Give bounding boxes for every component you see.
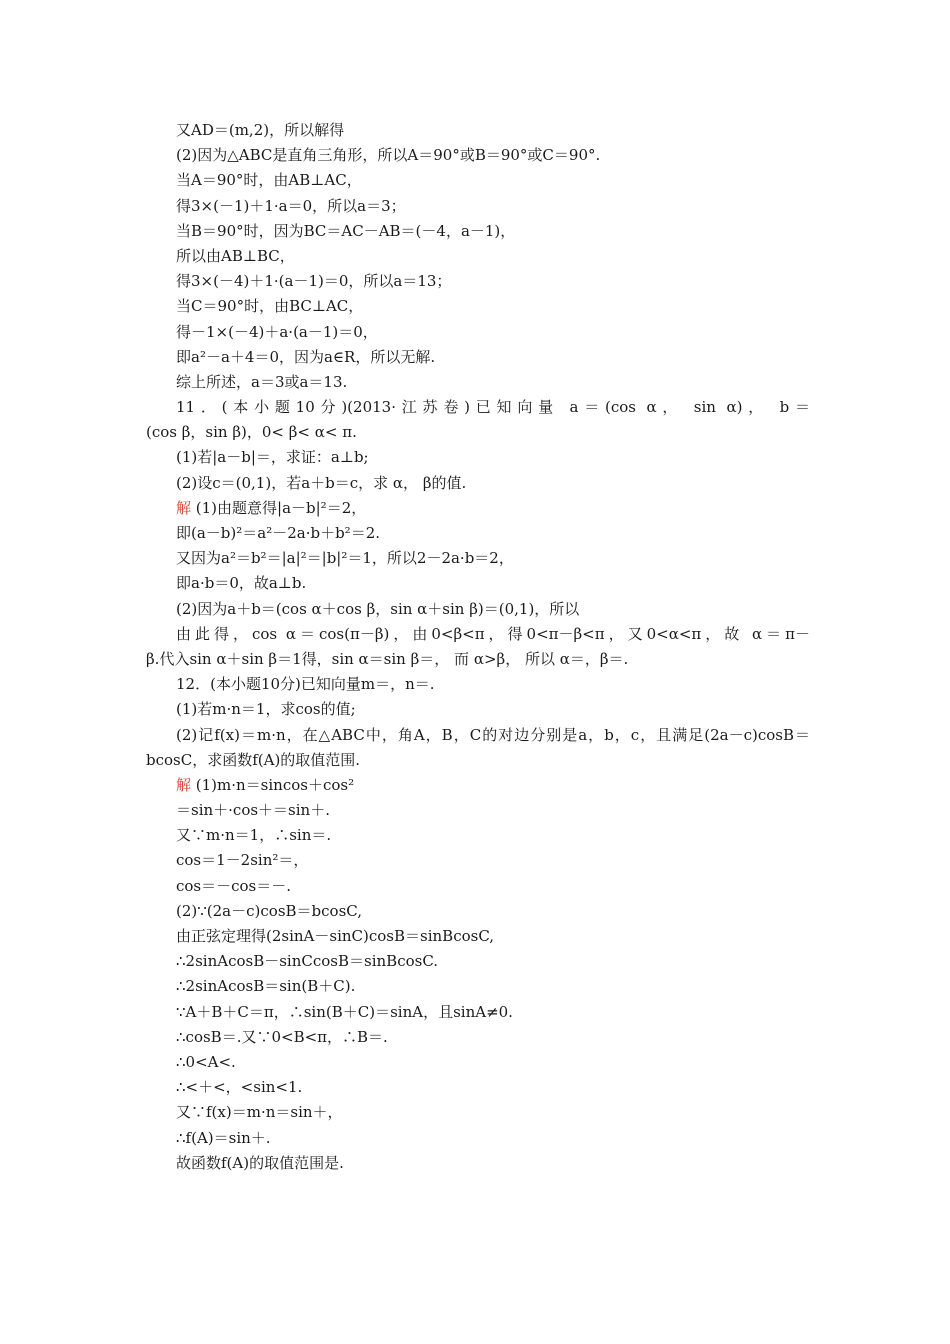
line-text: 由此得，cos α＝cos(π－β)，由0<β<π，得0<π－β<π，又0<α<π，故 α＝π－ bbox=[176, 624, 810, 643]
line-text: ∴2sinAcosB－sinCcosB＝sinBcosC. bbox=[176, 952, 439, 971]
line-text: (2)因为a＋b＝(cos α＋cos β，sin α＋sin β)＝(0,1)，所以 bbox=[176, 599, 580, 618]
text-line bbox=[146, 320, 810, 345]
line-text: ＝sin＋·cos＋＝sin＋. bbox=[176, 801, 330, 820]
text-line bbox=[146, 647, 810, 672]
text-line bbox=[146, 798, 810, 823]
line-text: (1)若|a－b|＝，求证：a⊥b; bbox=[176, 448, 369, 467]
text-line bbox=[146, 823, 810, 848]
line-text: bcosC，求函数f(A)的取值范围. bbox=[146, 750, 361, 769]
text-line bbox=[146, 420, 810, 445]
text-line bbox=[146, 471, 810, 496]
text-line bbox=[146, 1126, 810, 1151]
line-text: (2)设c＝(0,1)，若a＋b＝c，求 α， β的值. bbox=[176, 473, 467, 492]
text-line bbox=[146, 748, 810, 773]
text-line bbox=[146, 118, 810, 143]
line-text: 当B＝90°时，因为BC＝AC－AB＝(－4，a－1)， bbox=[176, 221, 516, 240]
line-text: 得－1×(－4)＋a·(a－1)＝0， bbox=[176, 322, 378, 341]
line-text: ∴<＋<，<sin<1. bbox=[176, 1078, 303, 1097]
line-text: 12．(本小题10分)已知向量m＝，n＝. bbox=[176, 675, 435, 694]
text-line bbox=[146, 1151, 810, 1176]
line-text: 即a²－a＋4＝0，因为a∈R，所以无解. bbox=[176, 347, 436, 366]
line-text: 又AD＝(m,2)，所以解得 bbox=[176, 121, 345, 139]
text-line bbox=[146, 974, 810, 999]
line-text: (1)m·n＝sincos＋cos² bbox=[191, 775, 355, 794]
line-text: 综上所述，a＝3或a＝13. bbox=[176, 372, 348, 391]
text-line bbox=[146, 899, 810, 924]
text-line bbox=[146, 521, 810, 546]
text-line bbox=[146, 168, 810, 193]
text-line bbox=[146, 1075, 810, 1100]
line-text: 又∵m·n＝1，∴sin＝. bbox=[176, 826, 332, 845]
text-line bbox=[146, 219, 810, 244]
line-text: cos＝－cos＝－. bbox=[176, 876, 292, 895]
text-line bbox=[146, 143, 810, 168]
line-text: 故函数f(A)的取值范围是. bbox=[176, 1153, 344, 1172]
text-line bbox=[146, 496, 810, 521]
line-text: (1)由题意得|a－b|²＝2， bbox=[191, 498, 367, 517]
text-line bbox=[146, 370, 810, 395]
text-line bbox=[146, 622, 810, 647]
line-text: cos＝1－2sin²＝， bbox=[176, 851, 309, 870]
solution-label: 解 bbox=[176, 498, 192, 517]
text-line bbox=[146, 672, 810, 697]
text-line bbox=[146, 723, 810, 748]
text-line bbox=[146, 244, 810, 269]
line-text: 又∵f(x)＝m·n＝sin＋， bbox=[176, 1103, 343, 1122]
text-line bbox=[146, 874, 810, 899]
text-line bbox=[146, 269, 810, 294]
line-text: ∴f(A)＝sin＋. bbox=[176, 1128, 271, 1147]
text-line bbox=[146, 1025, 810, 1050]
text-line bbox=[146, 597, 810, 622]
text-line bbox=[146, 924, 810, 949]
text-line bbox=[146, 546, 810, 571]
text-line bbox=[146, 345, 810, 370]
line-text: (1)若m·n＝1，求cos的值; bbox=[176, 700, 356, 719]
text-line bbox=[146, 949, 810, 974]
line-text: (2)记f(x)＝m·n，在△ABC中，角A，B，C的对边分别是a，b，c，且满足(2a－c)cosB＝ bbox=[176, 725, 810, 744]
text-line bbox=[146, 1050, 810, 1075]
line-text: ∴0<A<. bbox=[176, 1052, 236, 1071]
text-line bbox=[146, 848, 810, 873]
line-text: 得3×(－4)＋1·(a－1)＝0，所以a＝13； bbox=[176, 272, 452, 291]
line-text: 当C＝90°时，由BC⊥AC， bbox=[176, 297, 364, 316]
solution-label: 解 bbox=[176, 775, 192, 794]
text-line bbox=[146, 194, 810, 219]
line-text: 即(a－b)²＝a²－2a·b＋b²＝2. bbox=[176, 524, 381, 542]
line-text: (2)因为△ABC是直角三角形，所以A＝90°或B＝90°或C＝90°. bbox=[176, 146, 601, 165]
line-text: 11．(本小题10分)(2013·江苏卷)已知向量 a＝(cos α， sin α)， b＝ bbox=[176, 398, 810, 417]
text-line bbox=[146, 1000, 810, 1025]
text-line bbox=[146, 697, 810, 722]
text-line bbox=[146, 773, 810, 798]
line-text: 得3×(－1)＋1·a＝0，所以a＝3； bbox=[176, 196, 406, 215]
line-text: ∵A＋B＋C＝π，∴sin(B＋C)＝sinA，且sinA≠0. bbox=[176, 1002, 513, 1021]
line-text: 即a·b＝0，故a⊥b. bbox=[176, 574, 307, 593]
line-text: 所以由AB⊥BC， bbox=[176, 246, 295, 265]
line-text: 当A＝90°时，由AB⊥AC， bbox=[176, 171, 362, 190]
line-text: β.代入sin α＋sin β＝1得，sin α＝sin β＝， 而 α>β， 所以 α＝，β＝. bbox=[146, 649, 629, 668]
line-text: 由正弦定理得(2sinA－sinC)cosB＝sinBcosC, bbox=[176, 927, 495, 945]
line-text: ∴cosB＝.又∵0<B<π，∴B＝. bbox=[176, 1027, 388, 1046]
line-text: ∴2sinAcosB＝sin(B＋C). bbox=[176, 977, 356, 996]
document-body bbox=[146, 118, 810, 1176]
text-line bbox=[146, 294, 810, 319]
line-text: 又因为a²＝b²＝|a|²＝|b|²＝1，所以2－2a·b＝2， bbox=[176, 549, 514, 568]
text-line bbox=[146, 571, 810, 596]
text-line bbox=[146, 1100, 810, 1125]
text-line bbox=[146, 395, 810, 420]
text-line bbox=[146, 445, 810, 470]
line-text: (cos β，sin β)，0< β< α< π. bbox=[146, 423, 357, 442]
line-text: (2)∵(2a－c)cosB＝bcosC, bbox=[176, 901, 362, 920]
